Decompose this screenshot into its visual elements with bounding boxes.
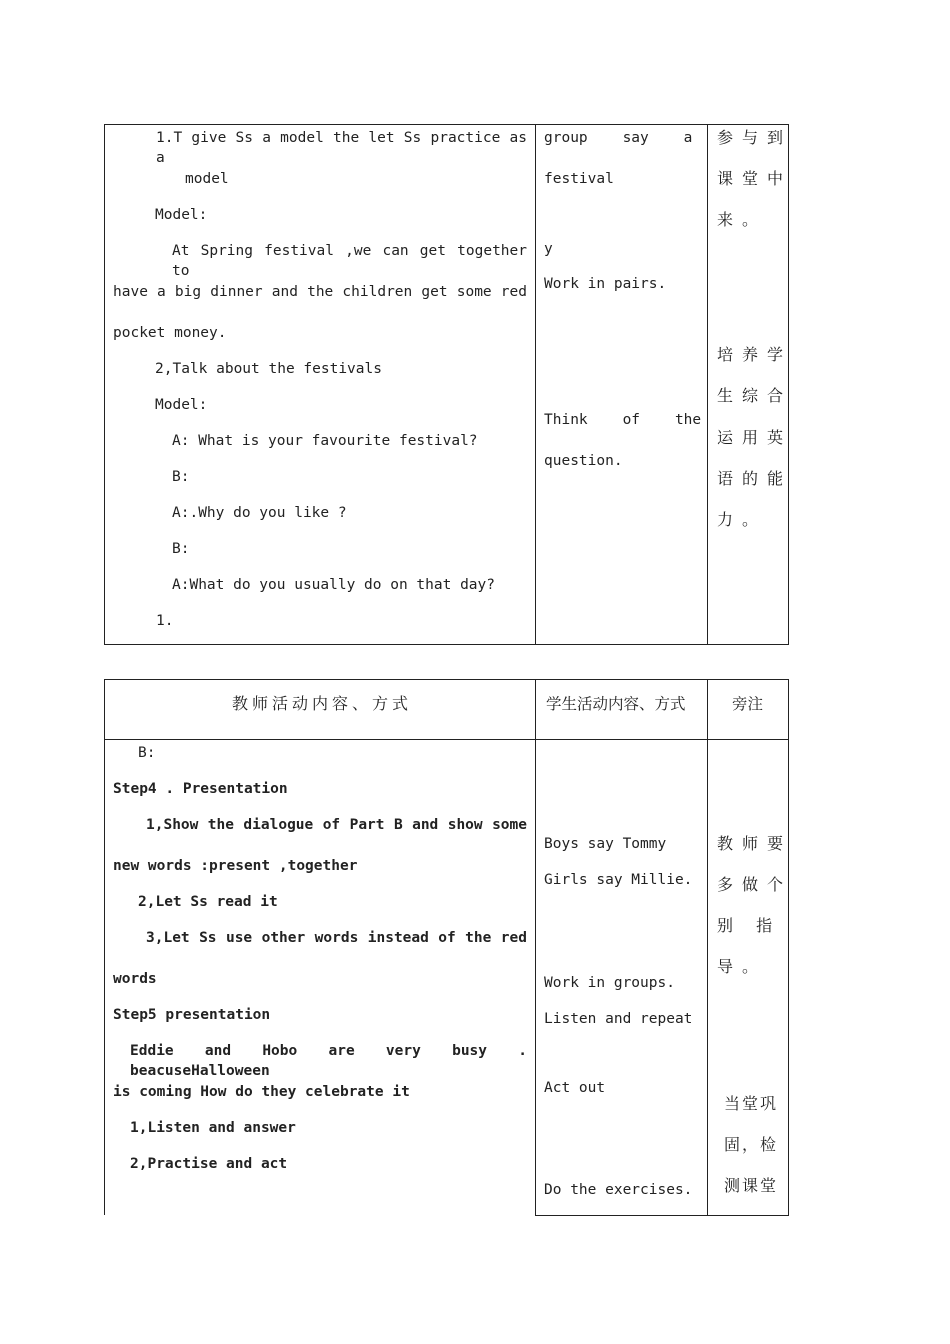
student-text: Work in pairs.	[544, 276, 667, 292]
header-notes: 旁注	[732, 695, 764, 713]
teacher-text: 2,Let Ss read it	[138, 894, 278, 910]
table-border	[535, 1215, 789, 1216]
teacher-text: Model:	[155, 207, 208, 223]
teacher-text: is coming How do they celebrate it	[113, 1084, 410, 1100]
note-text: 运用英	[717, 428, 793, 447]
table-border	[535, 124, 536, 645]
table-border	[104, 679, 105, 1215]
table-border	[788, 679, 789, 1216]
note-text: 课堂中	[717, 169, 793, 188]
table-border	[707, 679, 708, 1216]
teacher-text: 1.T give Ss a model the let Ss practice as a	[156, 130, 527, 166]
student-text: group say a	[544, 130, 693, 146]
teacher-text: 2,Practise and act	[130, 1156, 288, 1172]
table-border	[104, 124, 789, 125]
note-text: 力。	[717, 510, 768, 529]
teacher-text: B:	[138, 745, 156, 761]
note-text: 培养学	[717, 345, 793, 364]
teacher-text: A: What is your favourite festival?	[172, 433, 478, 449]
teacher-text: pocket money.	[113, 325, 227, 341]
note-text: 教师要	[717, 834, 793, 853]
student-text: Act out	[544, 1080, 606, 1096]
table-border	[104, 124, 105, 645]
student-text: Work in groups.	[544, 975, 675, 991]
note-text: 生综合	[717, 386, 793, 405]
note-text: 当堂巩	[724, 1094, 779, 1113]
table-border	[788, 124, 789, 645]
teacher-text: B:	[172, 469, 190, 485]
note-text: 测课堂	[724, 1176, 779, 1195]
note-text: 多做个	[717, 875, 793, 894]
table-border	[104, 739, 789, 740]
teacher-text: B:	[172, 541, 190, 557]
note-text: 参与到	[717, 128, 793, 147]
student-text: Listen and repeat	[544, 1011, 693, 1027]
student-text: Do the exercises.	[544, 1182, 693, 1198]
teacher-text: 1.	[156, 613, 174, 629]
note-text: 来。	[717, 210, 768, 229]
student-text: festival	[544, 171, 614, 187]
table-border	[104, 644, 789, 645]
student-text: y	[544, 241, 553, 257]
student-text: Boys say Tommy	[544, 836, 667, 852]
teacher-text: model	[185, 171, 229, 187]
teacher-text: 1,Listen and answer	[130, 1120, 296, 1136]
step-heading: Step4 . Presentation	[113, 781, 288, 797]
teacher-text: Eddie and Hobo are very busy . beacuseHalloween	[130, 1043, 527, 1079]
student-text: Girls say Millie.	[544, 872, 693, 888]
teacher-text: A:.Why do you like ?	[172, 505, 347, 521]
note-text: 导。	[717, 957, 768, 976]
teacher-text: A:What do you usually do on that day?	[172, 577, 496, 593]
table-border	[707, 124, 708, 645]
teacher-text: have a big dinner and the children get some red	[113, 284, 527, 300]
note-text: 别 指	[717, 916, 782, 935]
teacher-text: words	[113, 971, 157, 987]
student-text: question.	[544, 453, 623, 469]
teacher-text: 1,Show the dialogue of Part B and show some	[146, 817, 527, 833]
teacher-text: Model:	[155, 397, 208, 413]
header-student-activity: 学生活动内容、方式	[546, 695, 686, 713]
teacher-text: 2,Talk about the festivals	[155, 361, 382, 377]
table-border	[104, 679, 789, 680]
teacher-text: 3,Let Ss use other words instead of the red	[146, 930, 527, 946]
header-teacher-activity: 教师活动内容、方式	[232, 694, 413, 713]
student-text: Think of the	[544, 412, 702, 428]
note-text: 语的能	[717, 469, 793, 488]
teacher-text: At Spring festival ,we can get together to	[172, 243, 527, 279]
teacher-text: new words :present ,together	[113, 858, 358, 874]
table-border	[535, 679, 536, 1216]
step-heading: Step5 presentation	[113, 1007, 271, 1023]
note-text: 固，检	[724, 1135, 779, 1154]
